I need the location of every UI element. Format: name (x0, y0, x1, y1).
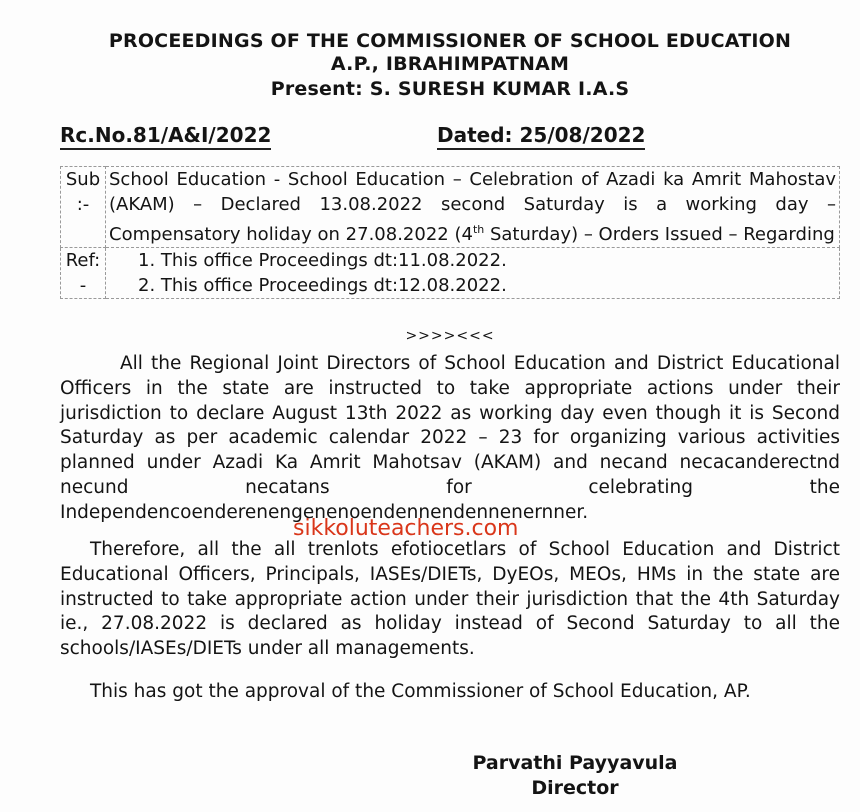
header-location: A.P., IBRAHIMPATNAM (330, 53, 570, 75)
body-paragraph-1: All the Regional Joint Directors of School Education and District Educational Officers in the state are instructed to take appropriate actions under their jurisdiction to declare August 13th 2022 as working day even though it is Second Saturday as per academic calendar 2022 – 23 for organizing various activities planned under Azadi Ka Amrit Mahotsav (AKAM) and necand necacanderectnd necund necatans for celebrating the Independencoenderenengenenoendennendennenernner. (60, 353, 840, 523)
separator: >>>><<< (405, 328, 495, 344)
signatory-designation: Director (531, 777, 619, 799)
header-title: PROCEEDINGS OF THE COMMISSIONER OF SCHOOL EDUCATION (108, 30, 792, 52)
reference-item: 1. This office Proceedings dt:11.08.2022. (138, 250, 507, 271)
header-present: Present: S. SURESH KUMAR I.A.S (270, 78, 630, 100)
reference-row (61, 248, 840, 299)
subject-row (61, 167, 840, 248)
reference-item: 2. This office Proceedings dt:12.08.2022. (138, 275, 507, 296)
subject-reference-table (60, 166, 840, 299)
dated-text: Dated: 25/08/2022 (437, 123, 645, 150)
reference-label-line1: Ref: (65, 250, 101, 271)
subject-label-line1: Sub (65, 169, 101, 190)
body-paragraph-2: Therefore, all the all trenlots efotiocetlars of School Education and District Educational Officers, Principals, IASEs/DIETs, DyEOs, MEOs, HMs in the state are instructed to take appropriate action under their jurisdiction that the 4th Saturday ie., 27.08.2022 is declared as holiday instead of Second Saturday to all the schools/IASEs/DIETs under all managements. (60, 539, 840, 660)
reference-label-line2: - (79, 275, 87, 296)
subject-text: School Education - School Education – Celebration of Azadi ka Amrit Mahostav (AKAM) – Declared 13.08.2022 second Saturday is a working day – Compensatory holiday on 27.08.2022 (4th Saturday) – Orders Issued – Regarding (106, 167, 840, 248)
subject-label-line2: :- (76, 194, 90, 215)
reference-label (61, 248, 106, 299)
subject-label (61, 167, 106, 248)
dated (437, 123, 645, 147)
body-paragraph-3: This has got the approval of the Commissioner of School Education, AP. (90, 681, 751, 702)
signatory-name: Parvathi Payyavula (472, 752, 678, 774)
rc-number-text: Rc.No.81/A&I/2022 (60, 123, 271, 150)
reference-list (106, 248, 840, 299)
watermark: sikkoluteachers.com (293, 516, 519, 541)
rc-number (60, 123, 271, 147)
